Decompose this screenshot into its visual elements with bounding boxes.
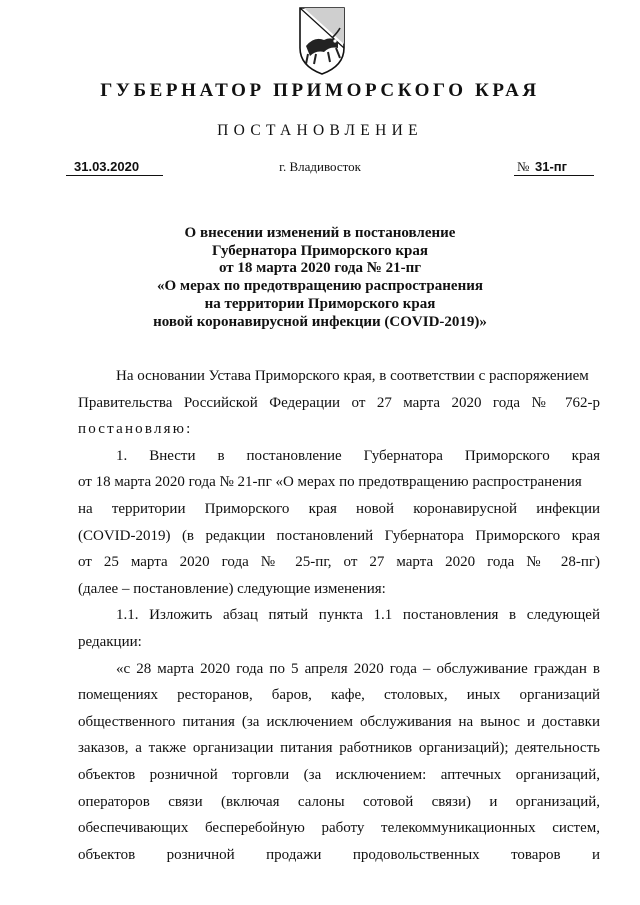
body-line: общественного питания (за исключением обслуживания на вынос и доставки <box>78 713 600 730</box>
body-line: На основании Устава Приморского края, в соответствии с распоряжением <box>116 368 589 384</box>
body-line: объектов розничной торговли (за исключением: аптечных организаций, <box>78 766 600 783</box>
body-line: помещениях ресторанов, баров, кафе, столовых, иных организаций <box>78 687 600 704</box>
body-line: 1.1. Изложить абзац пятый пункта 1.1 постановления в следующей <box>116 607 600 624</box>
body-line: операторов связи (включая салоны сотовой связи) и организаций, <box>78 793 600 810</box>
heading-line: новой коронавирусной инфекции (COVID-2019)» <box>153 313 487 330</box>
number-underline <box>514 175 594 176</box>
document-heading <box>0 225 640 331</box>
document-date: 31.03.2020 <box>74 159 140 174</box>
body-line: (далее – постановление) следующие изменения: <box>78 580 386 597</box>
body-line: редакции: <box>78 633 142 650</box>
document-city: г. Владивосток <box>279 159 361 174</box>
body-line: Правительства Российской Федерации от 27 марта 2020 года № 762-р <box>78 394 600 411</box>
body-line: (COVID-2019) (в редакции постановлений Губернатора Приморского края <box>78 527 600 544</box>
heading-line: О внесении изменений в постановление <box>184 225 456 241</box>
document-number: 31-пг <box>535 159 568 174</box>
body-line: заказов, а также организации питания работников организаций); деятельность <box>78 740 600 757</box>
body-line: постановляю: <box>78 421 193 438</box>
body-line: обеспечивающих бесперебойную работу телекоммуникационных систем, <box>78 820 600 837</box>
body-line: 1. Внести в постановление Губернатора Приморского края <box>116 447 600 464</box>
body-line: от 18 марта 2020 года № 21-пг «О мерах по предотвращению распространения <box>78 474 582 491</box>
body-line: «с 28 марта 2020 года по 5 апреля 2020 года – обслуживание граждан в <box>116 660 600 677</box>
document-body <box>78 363 600 868</box>
heading-line: на территории Приморского края <box>204 295 436 312</box>
number-label: № <box>517 159 530 174</box>
heading-line: от 18 марта 2020 года № 21-пг <box>218 260 422 277</box>
coat-of-arms-icon <box>294 2 350 78</box>
body-line: от 25 марта 2020 года № 25-пг, от 27 марта 2020 года № 28-пг) <box>78 554 600 571</box>
heading-line: Губернатора Приморского края <box>212 242 428 259</box>
body-line: на территории Приморского края новой коронавирусной инфекции <box>78 500 600 517</box>
heading-line: «О мерах по предотвращению распространения <box>157 278 483 295</box>
document-type: ПОСТАНОВЛЕНИЕ <box>217 122 423 139</box>
body-line: объектов розничной продажи продовольственных товаров и <box>78 846 600 863</box>
authority-title: ГУБЕРНАТОР ПРИМОРСКОГО КРАЯ <box>100 80 540 101</box>
